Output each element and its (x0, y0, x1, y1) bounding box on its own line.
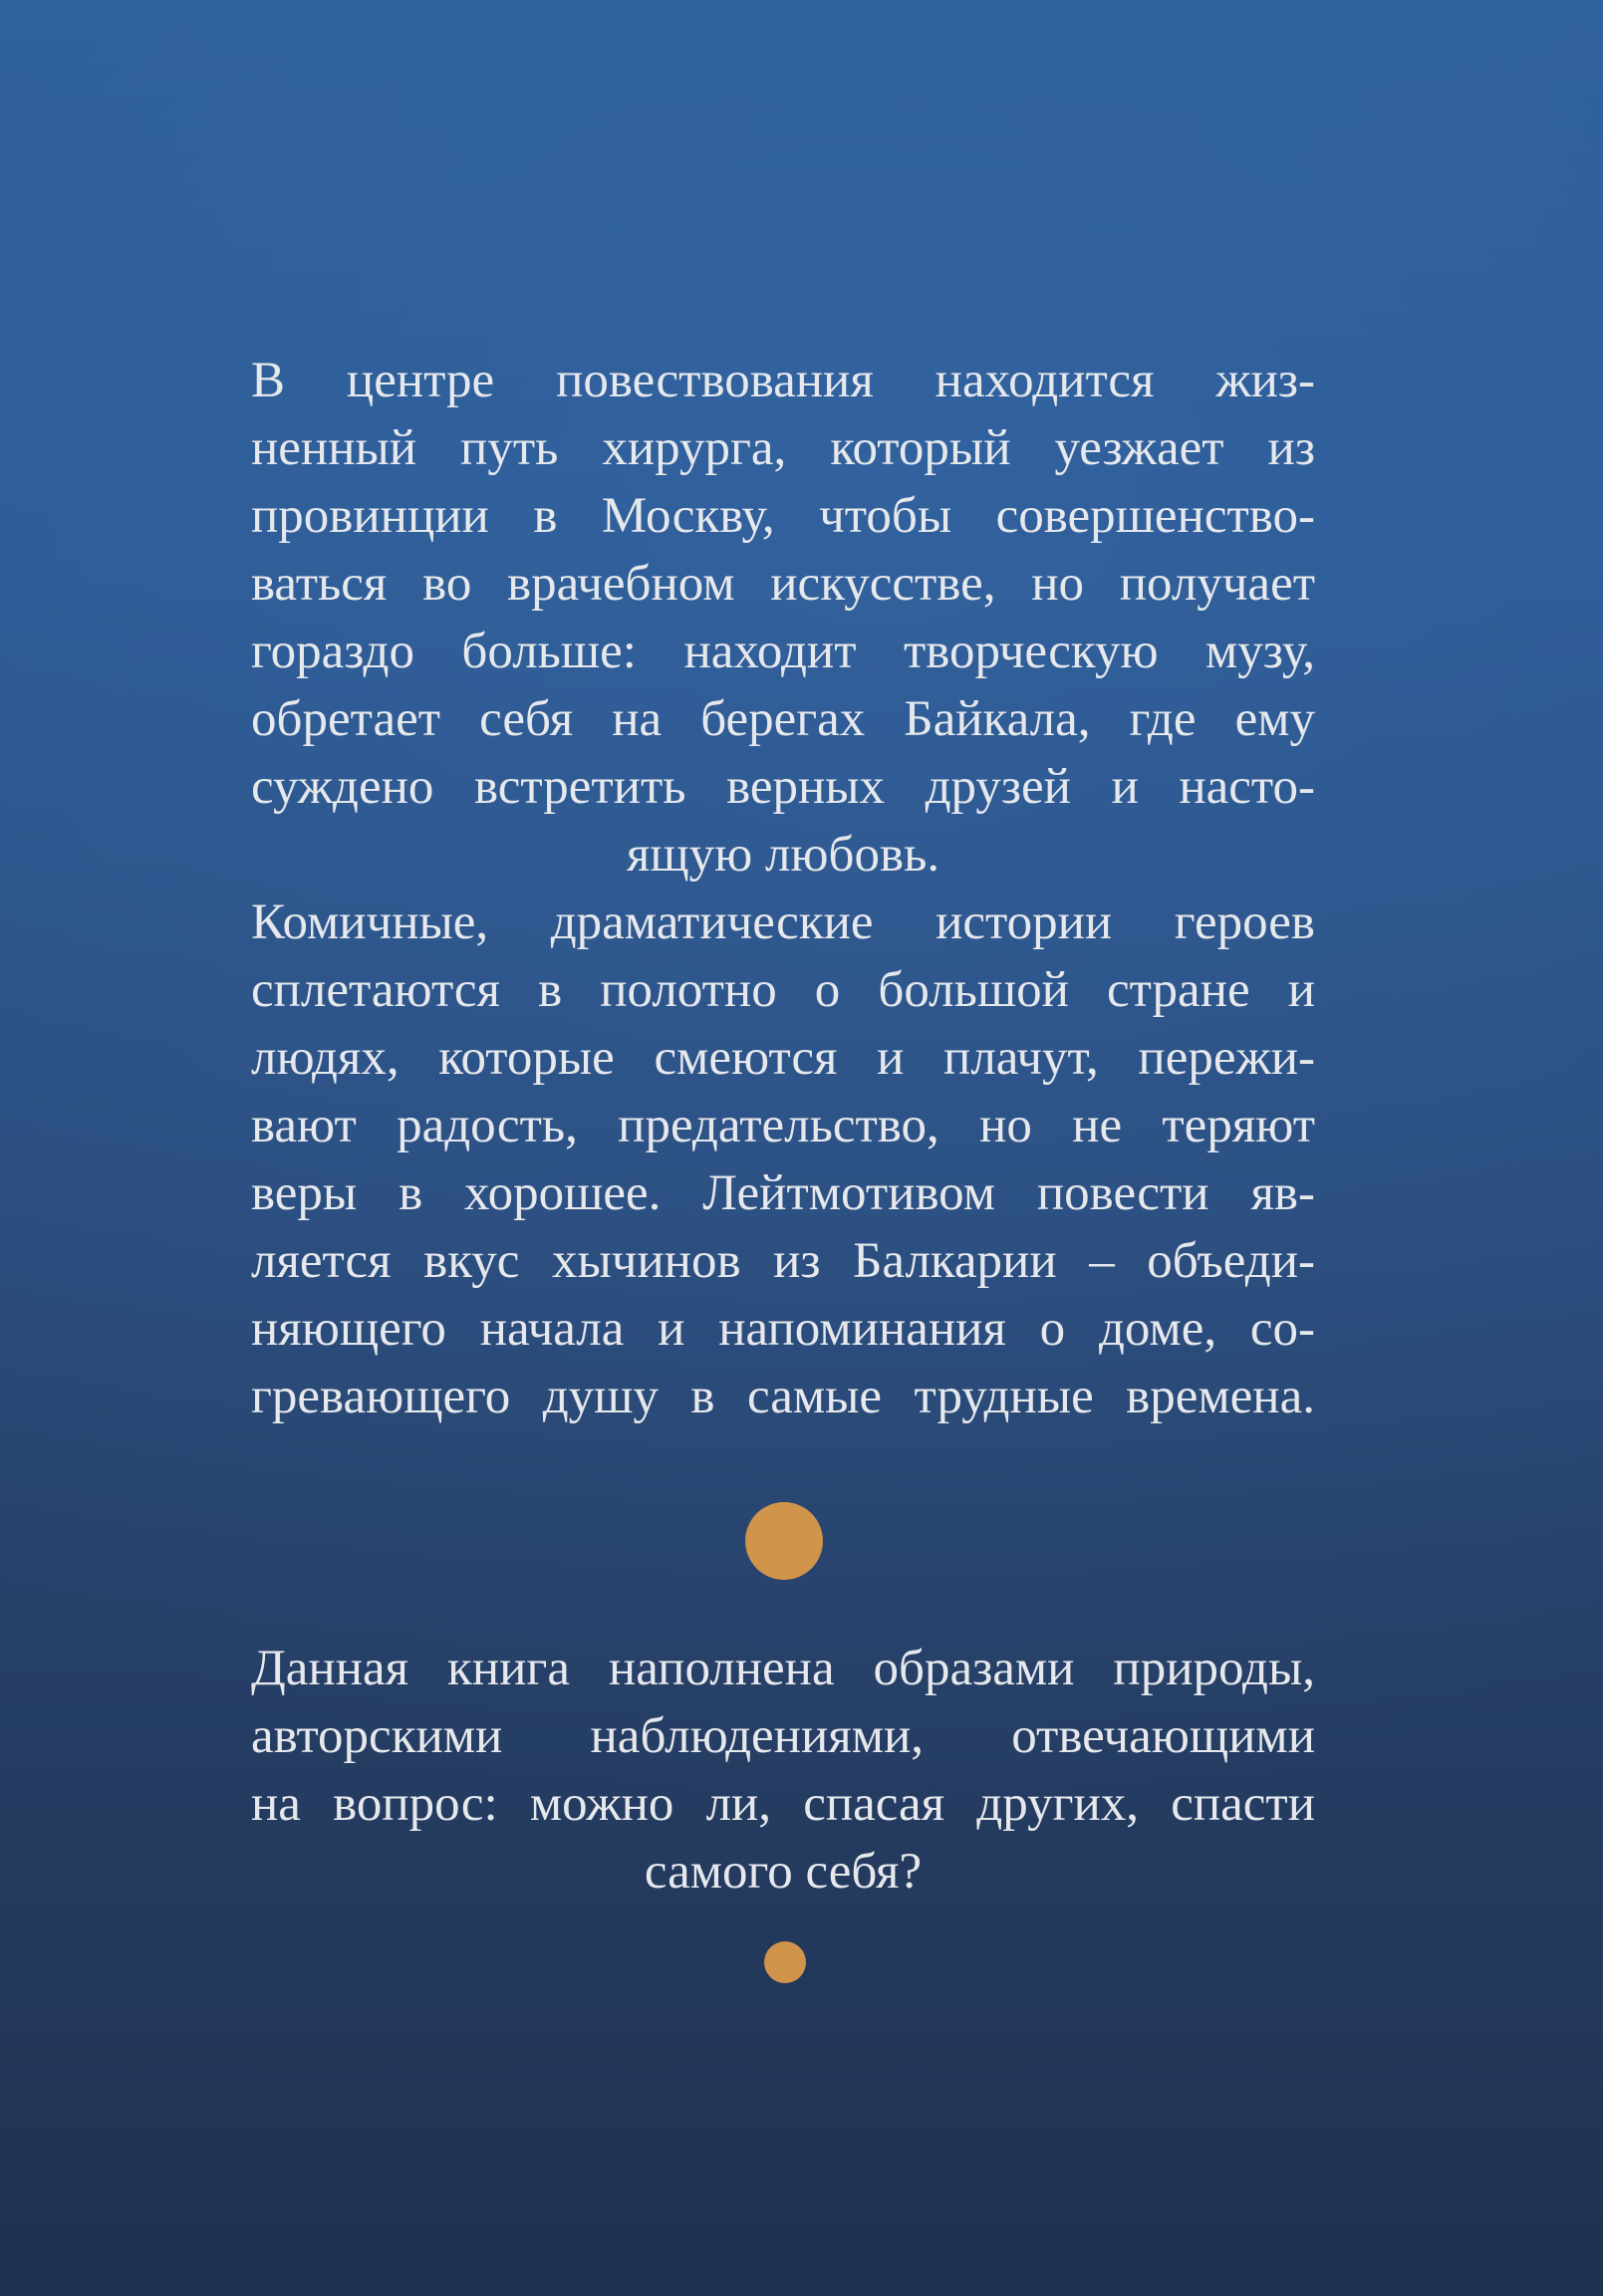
text-line: гревающего душу в самые трудные времена. (251, 1369, 1315, 1424)
text-line: Данная книга наполнена образами природы, (251, 1641, 1315, 1696)
synopsis-paragraph-1 (251, 347, 1315, 889)
closing-block (251, 1635, 1315, 1906)
synopsis-paragraph-2 (251, 889, 1315, 1430)
text-line: людях, которые смеются и плачут, пережи- (251, 1030, 1315, 1086)
text-line: обретает себя на берегах Байкала, где ему (251, 691, 1315, 747)
text-line: ляется вкус хычинов из Балкарии – объеди- (251, 1233, 1315, 1289)
text-line: сплетаются в полотно о большой стране и (251, 962, 1315, 1018)
closing-paragraph (251, 1635, 1315, 1906)
text-line: авторскими наблюдениями, отвечающими (251, 1708, 1315, 1764)
text-line: ящую любовь. (626, 827, 940, 883)
text-line: на вопрос: можно ли, спасая других, спасти (251, 1776, 1315, 1832)
text-line: ваться во врачебном искусстве, но получает (251, 556, 1315, 612)
text-line: В центре повествования находится жиз- (251, 353, 1315, 408)
text-line: веры в хорошее. Лейтмотивом повести яв- (251, 1165, 1315, 1221)
synopsis-block (251, 347, 1315, 1430)
text-line: Комичные, драматические истории героев (251, 894, 1315, 950)
separator-dot-small (764, 1941, 806, 1983)
text-line: суждено встретить верных друзей и насто- (251, 759, 1315, 815)
text-line: гораздо больше: находит творческую музу, (251, 624, 1315, 679)
text-line: провинции в Москву, чтобы совершенство- (251, 488, 1315, 544)
separator-dot-large (745, 1502, 823, 1580)
text-line: самого себя? (644, 1844, 923, 1900)
text-line: вают радость, предательство, но не теряют (251, 1098, 1315, 1153)
text-line: няющего начала и напоминания о доме, со- (251, 1301, 1315, 1357)
text-line: ненный путь хирурга, который уезжает из (251, 420, 1315, 476)
